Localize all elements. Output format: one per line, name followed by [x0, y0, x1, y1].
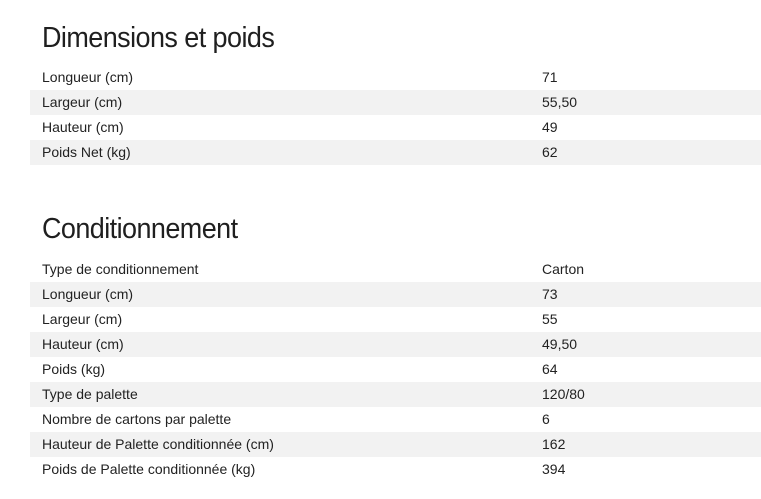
packaging-table	[30, 257, 761, 482]
table-row	[30, 140, 761, 165]
spec-value: 71	[542, 69, 558, 85]
table-row	[30, 457, 761, 482]
spec-value: 49,50	[542, 336, 578, 352]
spec-label: Largeur (cm)	[42, 311, 123, 327]
spec-value: 394	[542, 461, 566, 477]
table-row	[30, 90, 761, 115]
spec-value: 64	[542, 361, 558, 377]
spec-label: Type de palette	[42, 386, 138, 402]
spec-value: 49	[542, 119, 558, 135]
spec-label: Longueur (cm)	[42, 69, 134, 85]
spec-label: Longueur (cm)	[42, 286, 134, 302]
spec-label: Type de conditionnement	[42, 261, 199, 277]
spec-label: Poids (kg)	[42, 361, 106, 377]
table-row	[30, 65, 761, 90]
spec-value: Carton	[542, 261, 585, 277]
spec-label: Largeur (cm)	[42, 94, 123, 110]
packaging-section	[0, 200, 761, 499]
dimensions-section	[0, 0, 761, 170]
table-row	[30, 357, 761, 382]
spec-value: 55,50	[542, 94, 578, 110]
dimensions-title: Dimensions et poids	[42, 22, 275, 54]
spec-value: 162	[542, 436, 566, 452]
table-row	[30, 115, 761, 140]
spec-label: Hauteur de Palette conditionnée (cm)	[42, 436, 274, 452]
spec-value: 6	[542, 411, 550, 427]
table-row	[30, 407, 761, 432]
spec-label: Hauteur (cm)	[42, 119, 124, 135]
table-row	[30, 307, 761, 332]
dimensions-table	[30, 65, 761, 165]
spec-label: Poids de Palette conditionnée (kg)	[42, 461, 256, 477]
table-row	[30, 257, 761, 282]
spec-value: 120/80	[542, 386, 585, 402]
table-row	[30, 432, 761, 457]
spec-value: 62	[542, 144, 558, 160]
table-row	[30, 332, 761, 357]
spec-value: 73	[542, 286, 558, 302]
spec-label: Nombre de cartons par palette	[42, 411, 232, 427]
spec-label: Hauteur (cm)	[42, 336, 124, 352]
spec-label: Poids Net (kg)	[42, 144, 131, 160]
spec-value: 55	[542, 311, 558, 327]
table-row	[30, 382, 761, 407]
packaging-title: Conditionnement	[42, 213, 238, 245]
table-row	[30, 282, 761, 307]
